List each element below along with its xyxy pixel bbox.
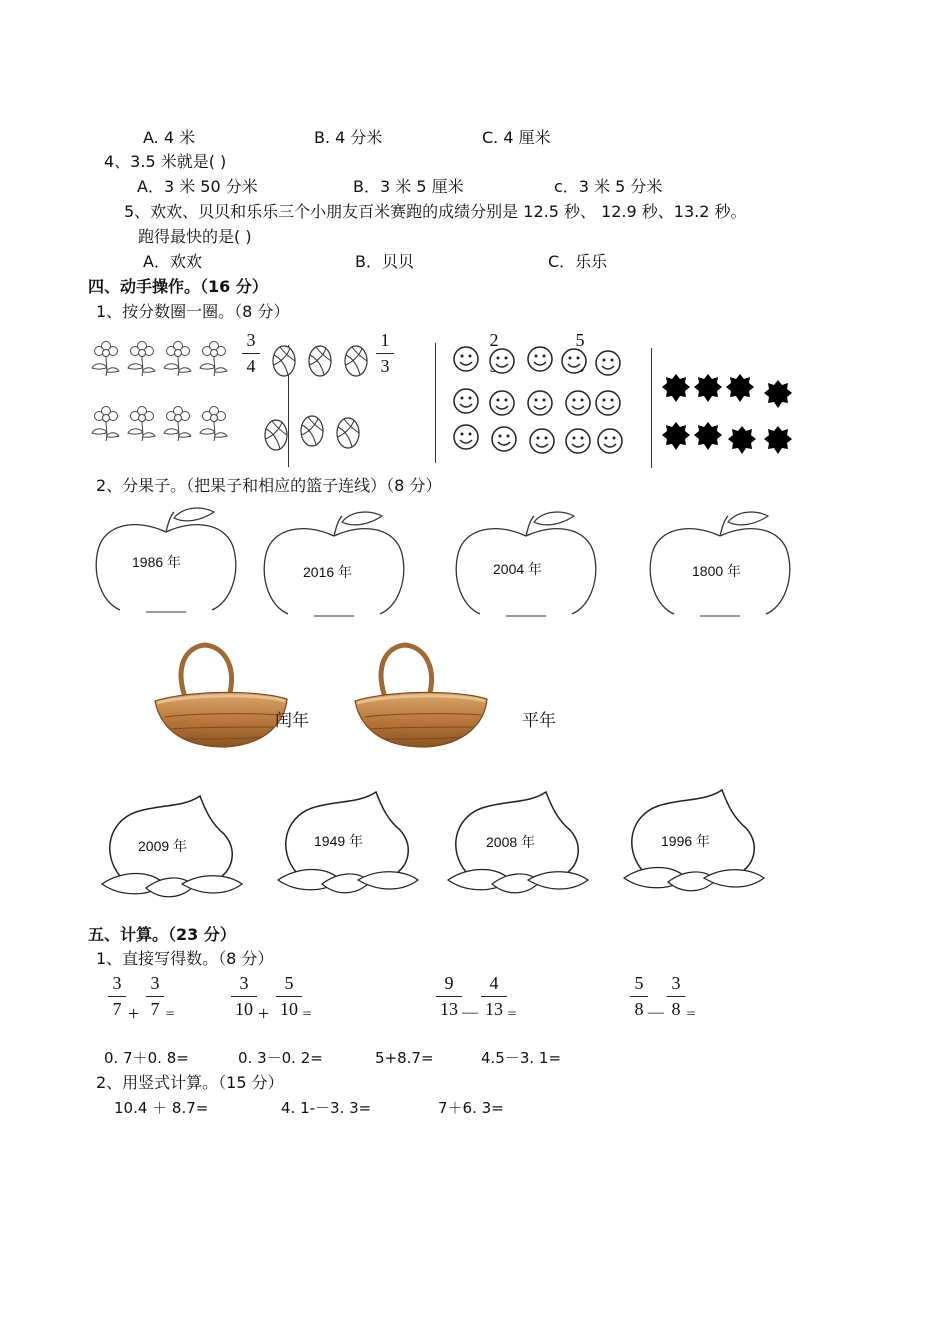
expr3-eq: =: [507, 1006, 518, 1020]
expr3-op: —: [462, 1004, 478, 1021]
black-star-icon: [764, 380, 792, 408]
q5-option-b: B．贝贝: [355, 252, 414, 271]
peach-label-3[interactable]: 2008 年: [486, 834, 536, 850]
peach-label-4[interactable]: 1996 年: [661, 833, 711, 849]
vertical-expr-1: 10.4 ＋ 8.7=: [114, 1099, 209, 1117]
smiley-icon: [454, 425, 478, 449]
peach-label-2[interactable]: 1949 年: [314, 833, 364, 849]
expr2-op: +: [258, 1003, 270, 1025]
smiley-icon: [562, 349, 586, 373]
fraction-1-3: 1 3: [376, 330, 394, 376]
divider-line: [435, 343, 436, 463]
smiley-icon: [492, 427, 516, 451]
q5-stem: 5、欢欢、贝贝和乐乐三个小朋友百米赛跑的成绩分别是 12.5 秒、 12.9 秒、13.2 秒。: [124, 202, 747, 221]
smiley-icon: [490, 349, 514, 373]
section5-title: 五、计算。（23 分）: [88, 925, 236, 944]
expr4-frac-a: 5 8: [630, 973, 648, 1019]
flower-icon: [200, 407, 227, 442]
balls-group: [270, 345, 380, 455]
expr4-op: —: [648, 1004, 664, 1021]
black-star-icon: [764, 426, 792, 454]
smiley-icon: [530, 429, 554, 453]
q5-option-c: C．乐乐: [548, 252, 608, 271]
smiley-icon: [566, 391, 590, 415]
ball-icon: [337, 418, 359, 448]
flowers-group: [92, 338, 242, 448]
stars-group: [660, 370, 800, 460]
flower-icon: [128, 407, 155, 442]
peaches-group: [100, 790, 820, 910]
decimal-expr-3: 5+8.7=: [375, 1049, 434, 1067]
black-star-icon: [694, 422, 722, 450]
ball-icon: [273, 346, 295, 376]
vertical-expr-2: 4. 1-－3. 3=: [281, 1099, 372, 1117]
vertical-expr-3: 7＋6. 3=: [438, 1099, 504, 1117]
smiley-icon: [596, 391, 620, 415]
flower-icon: [128, 342, 155, 377]
expr4-frac-b: 3 8: [667, 973, 685, 1019]
smiley-icon: [454, 389, 478, 413]
black-star-icon: [728, 426, 756, 454]
basket-label-leap[interactable]: 闰年: [275, 711, 309, 731]
expr2-frac-a: 3 10: [231, 973, 257, 1019]
smiley-icon: [598, 429, 622, 453]
q4-option-b: B．3 米 5 厘米: [353, 177, 464, 196]
black-star-icon: [662, 422, 690, 450]
flower-icon: [200, 342, 227, 377]
basket-leap-year: [155, 645, 287, 747]
black-star-icon: [726, 374, 754, 402]
smiley-icon: [528, 347, 552, 371]
expr1-eq: =: [165, 1006, 176, 1020]
divider-line: [651, 348, 652, 468]
basket-common-year: [355, 645, 487, 747]
apple-label-4[interactable]: 1800 年: [692, 563, 742, 579]
smiley-icon: [454, 347, 478, 371]
expr1-op: +: [128, 1003, 140, 1025]
q4-option-a: A．3 米 50 分米: [137, 177, 258, 196]
apple-label-1[interactable]: 1986 年: [132, 554, 182, 570]
sec4-q2-prompt: 2、分果子。（把果子和相应的篮子连线）（8 分）: [96, 476, 442, 495]
expr1-frac-b: 3 7: [146, 973, 164, 1019]
ball-icon: [309, 346, 331, 376]
smileys-group: [450, 345, 630, 455]
smiley-icon: [566, 429, 590, 453]
expr2-eq: =: [302, 1006, 313, 1020]
apple-label-3[interactable]: 2004 年: [493, 561, 543, 577]
black-star-icon: [694, 374, 722, 402]
expr1-frac-a: 3 7: [108, 973, 126, 1019]
fraction-3-4: 3 4: [242, 330, 260, 376]
expr3-frac-b: 4 13: [481, 973, 507, 1019]
black-star-icon: [662, 374, 690, 402]
expr4-eq: =: [686, 1006, 697, 1020]
expr3-frac-a: 9 13: [436, 973, 462, 1019]
ball-icon: [265, 420, 287, 450]
flower-icon: [92, 407, 119, 442]
ball-icon: [301, 416, 323, 446]
expr2-frac-b: 5 10: [276, 973, 302, 1019]
section4-title: 四、动手操作。（16 分）: [88, 277, 268, 296]
q3-option-b: B. 4 分米: [314, 128, 383, 147]
decimal-expr-1: 0. 7＋0. 8=: [104, 1049, 189, 1067]
smiley-icon: [490, 391, 514, 415]
flower-icon: [164, 342, 191, 377]
peach-label-1[interactable]: 2009 年: [138, 838, 188, 854]
decimal-expr-4: 4.5－3. 1=: [481, 1049, 562, 1067]
flower-icon: [92, 342, 119, 377]
sec4-q1-prompt: 1、按分数圈一圈。（8 分）: [96, 302, 290, 321]
q4-option-c: c．3 米 5 分米: [554, 177, 663, 196]
fraction-2-5: 2: [489, 330, 499, 350]
baskets-group: [155, 645, 515, 755]
q5-option-a: A．欢欢: [143, 252, 202, 271]
flower-icon: [164, 407, 191, 442]
basket-label-common[interactable]: 平年: [522, 711, 556, 731]
q3-option-c: C. 4 厘米: [482, 128, 551, 147]
smiley-icon: [528, 391, 552, 415]
smiley-icon: [596, 351, 620, 375]
decimal-expr-2: 0. 3－0. 2=: [238, 1049, 323, 1067]
q4-stem: 4、3.5 米就是( ): [104, 152, 227, 171]
sec5-q2-prompt: 2、用竖式计算。（15 分）: [96, 1073, 284, 1092]
q3-option-a: A. 4 米: [143, 128, 196, 147]
ball-icon: [345, 346, 367, 376]
apple-label-2[interactable]: 2016 年: [303, 564, 353, 580]
sec5-q1-prompt: 1、直接写得数。（8 分）: [96, 949, 274, 968]
fraction-5-8: 5: [575, 330, 585, 350]
q5-stem-2: 跑得最快的是( ): [138, 227, 252, 246]
